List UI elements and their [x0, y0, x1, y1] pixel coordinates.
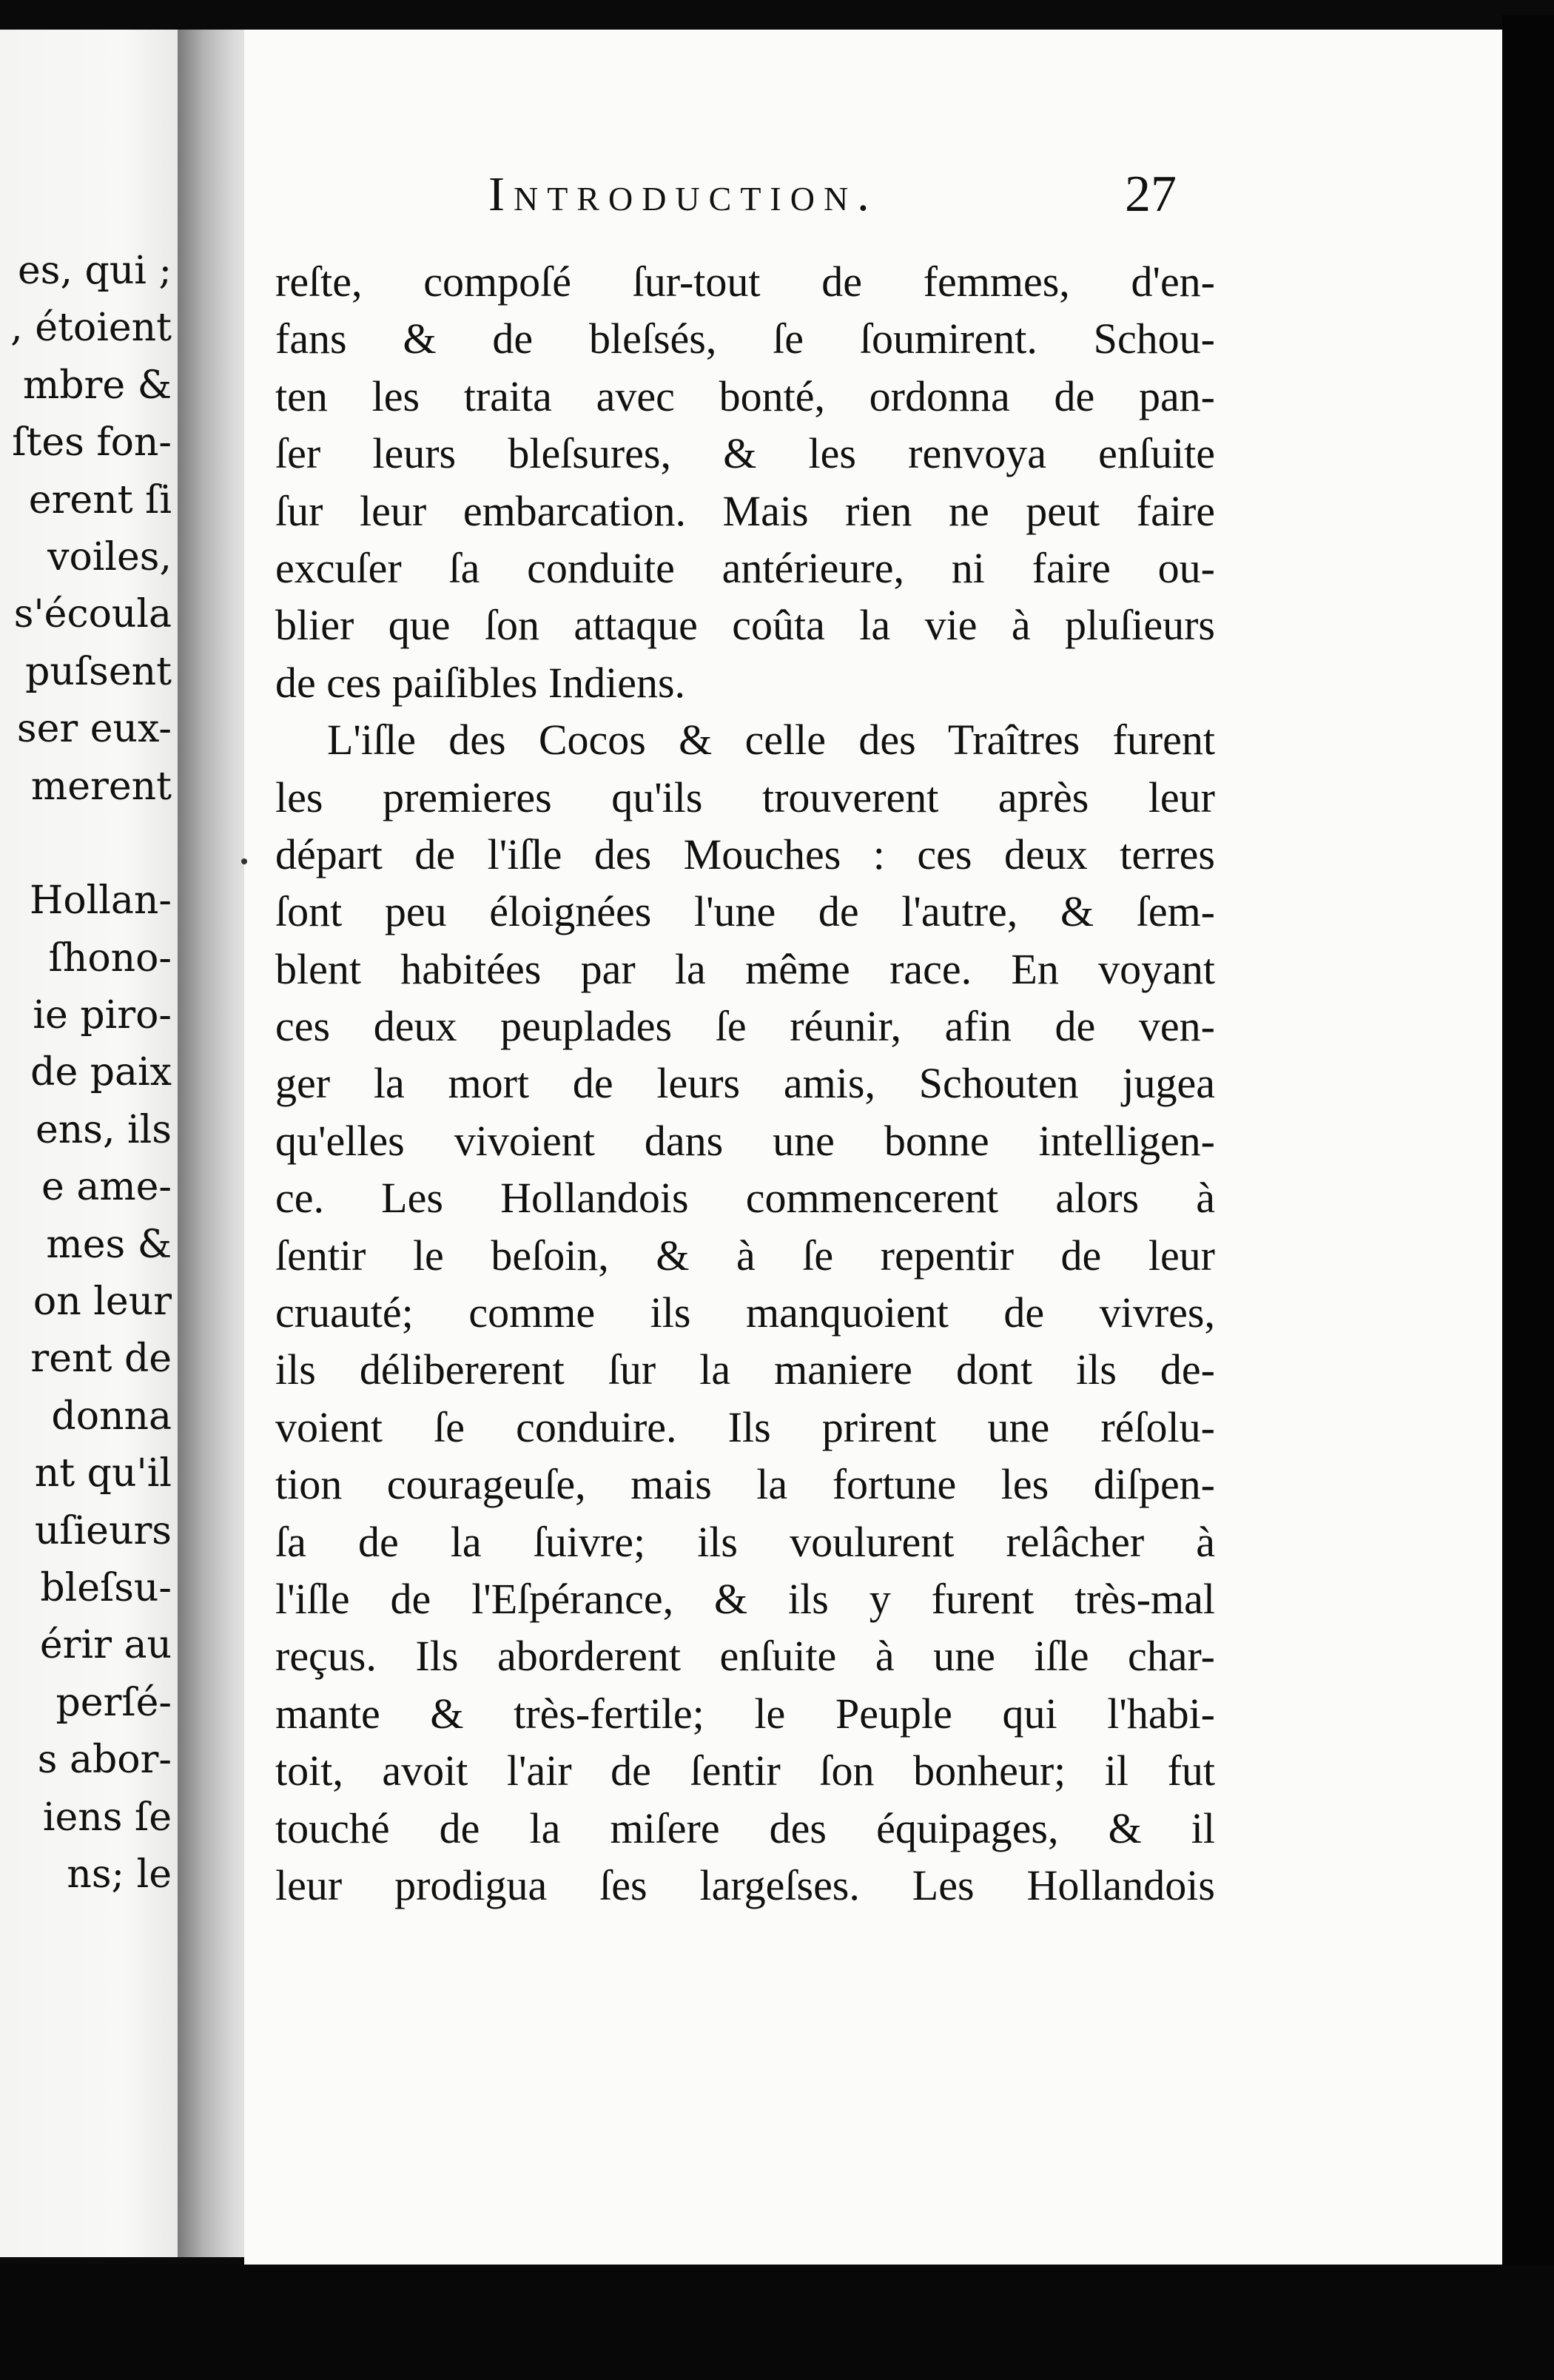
text-line: rent de	[30, 1337, 172, 1382]
text-line: qu'elles vivoient dans une bonne intelligen-	[275, 1116, 1215, 1165]
scan-border-right	[1502, 15, 1554, 2380]
text-line: merent	[30, 764, 172, 809]
text-line: , étoient	[10, 306, 172, 351]
previous-page	[0, 30, 178, 2257]
text-line: ſentir le beſoin, & à ſe repentir de leur	[275, 1231, 1215, 1280]
text-line: mbre &	[22, 363, 172, 408]
text-line: de paix	[30, 1050, 172, 1095]
text-line: uſieurs	[34, 1508, 172, 1553]
text-line: ſa de la ſuivre; ils voulurent relâcher à	[275, 1517, 1215, 1566]
text-line: iens ſe	[42, 1795, 172, 1840]
text-line: ns; le	[67, 1852, 172, 1897]
text-line: ſtes fon-	[12, 420, 172, 465]
text-line: s'écoula	[13, 592, 172, 637]
text-line: s abor-	[37, 1738, 172, 1783]
text-line: ens, ils	[36, 1107, 172, 1152]
text-line: e ame-	[41, 1165, 172, 1210]
text-line: toit, avoit l'air de ſentir ſon bonheur; il fut	[275, 1747, 1215, 1795]
scan-border-bottom	[0, 2265, 1554, 2380]
text-line: donna	[51, 1394, 172, 1439]
text-line: on leur	[33, 1280, 172, 1325]
running-head: Introduction.	[488, 167, 878, 221]
text-line: bleſsu-	[40, 1565, 172, 1610]
text-line: L'iſle des Cocos & celle des Traîtres furent	[327, 716, 1215, 764]
text-line: puſsent	[25, 649, 172, 694]
text-line: voiles,	[47, 534, 172, 579]
text-line: érir au	[39, 1623, 172, 1668]
page-number: 27	[1125, 166, 1177, 223]
ink-speck	[241, 858, 247, 864]
previous-page-text	[0, 243, 172, 1903]
text-line: ſur leur embarcation. Mais rien ne peut faire	[275, 486, 1215, 535]
text-line: blent habitées par la même race. En voyant	[275, 944, 1215, 993]
text-line: de ces paiſibles Indiens.	[275, 658, 686, 707]
text-line: ie piro-	[33, 993, 172, 1038]
text-line: cruauté; comme ils manquoient de vivres,	[275, 1288, 1215, 1337]
text-line: tion courageuſe, mais la fortune les diſpen-	[275, 1460, 1215, 1509]
body-text	[275, 253, 1215, 1914]
text-line: ſont peu éloignées l'une de l'autre, & ſem-	[275, 887, 1215, 936]
text-line: les premieres qu'ils trouverent après leur	[275, 773, 1215, 821]
text-line: fans & de bleſsés, ſe ſoumirent. Schou-	[275, 315, 1215, 363]
text-line: ces deux peuplades ſe réunir, afin de ven-	[275, 1002, 1215, 1051]
text-line: mante & très-fertile; le Peuple qui l'habi-	[275, 1689, 1215, 1738]
text-line: perſé-	[56, 1680, 172, 1725]
text-line: mes &	[46, 1222, 172, 1267]
text-line: reſte, compoſé ſur-tout de femmes, d'en-	[275, 258, 1215, 306]
text-line: départ de l'iſle des Mouches : ces deux terres	[275, 830, 1215, 878]
text-line: nt qu'il	[34, 1451, 172, 1496]
text-line: ce. Les Hollandois commencerent alors à	[275, 1174, 1215, 1223]
text-line: reçus. Ils aborderent enſuite à une iſle char-	[275, 1632, 1215, 1681]
text-line: excuſer ſa conduite antérieure, ni faire ou-	[275, 543, 1215, 592]
text-line: ſhono-	[48, 935, 172, 981]
page-header	[488, 161, 1228, 228]
text-line: Hollan-	[30, 878, 172, 924]
text-line: touché de la miſere des équipages, & il	[275, 1804, 1215, 1852]
text-line: ger la mort de leurs amis, Schouten jugea	[275, 1059, 1215, 1108]
text-line: voient ſe conduire. Ils prirent une réſolu-	[275, 1402, 1215, 1451]
text-line: ten les traita avec bonté, ordonna de pan-	[275, 372, 1215, 420]
text-line: ſer leurs bleſsures, & les renvoya enſuite	[275, 429, 1215, 478]
text-line	[0, 816, 172, 873]
text-line: ser eux-	[16, 707, 172, 752]
text-line: blier que ſon attaque coûta la vie à pluſieurs	[275, 601, 1215, 650]
text-line: es, qui ;	[18, 249, 172, 293]
text-line: l'iſle de l'Eſpérance, & ils y furent très-mal	[275, 1574, 1215, 1623]
text-line: ils délibererent ſur la maniere dont ils de-	[275, 1345, 1215, 1394]
text-line: leur prodigua ſes largeſses. Les Hollandois	[275, 1860, 1215, 1909]
text-line: erent ſi	[28, 477, 172, 522]
